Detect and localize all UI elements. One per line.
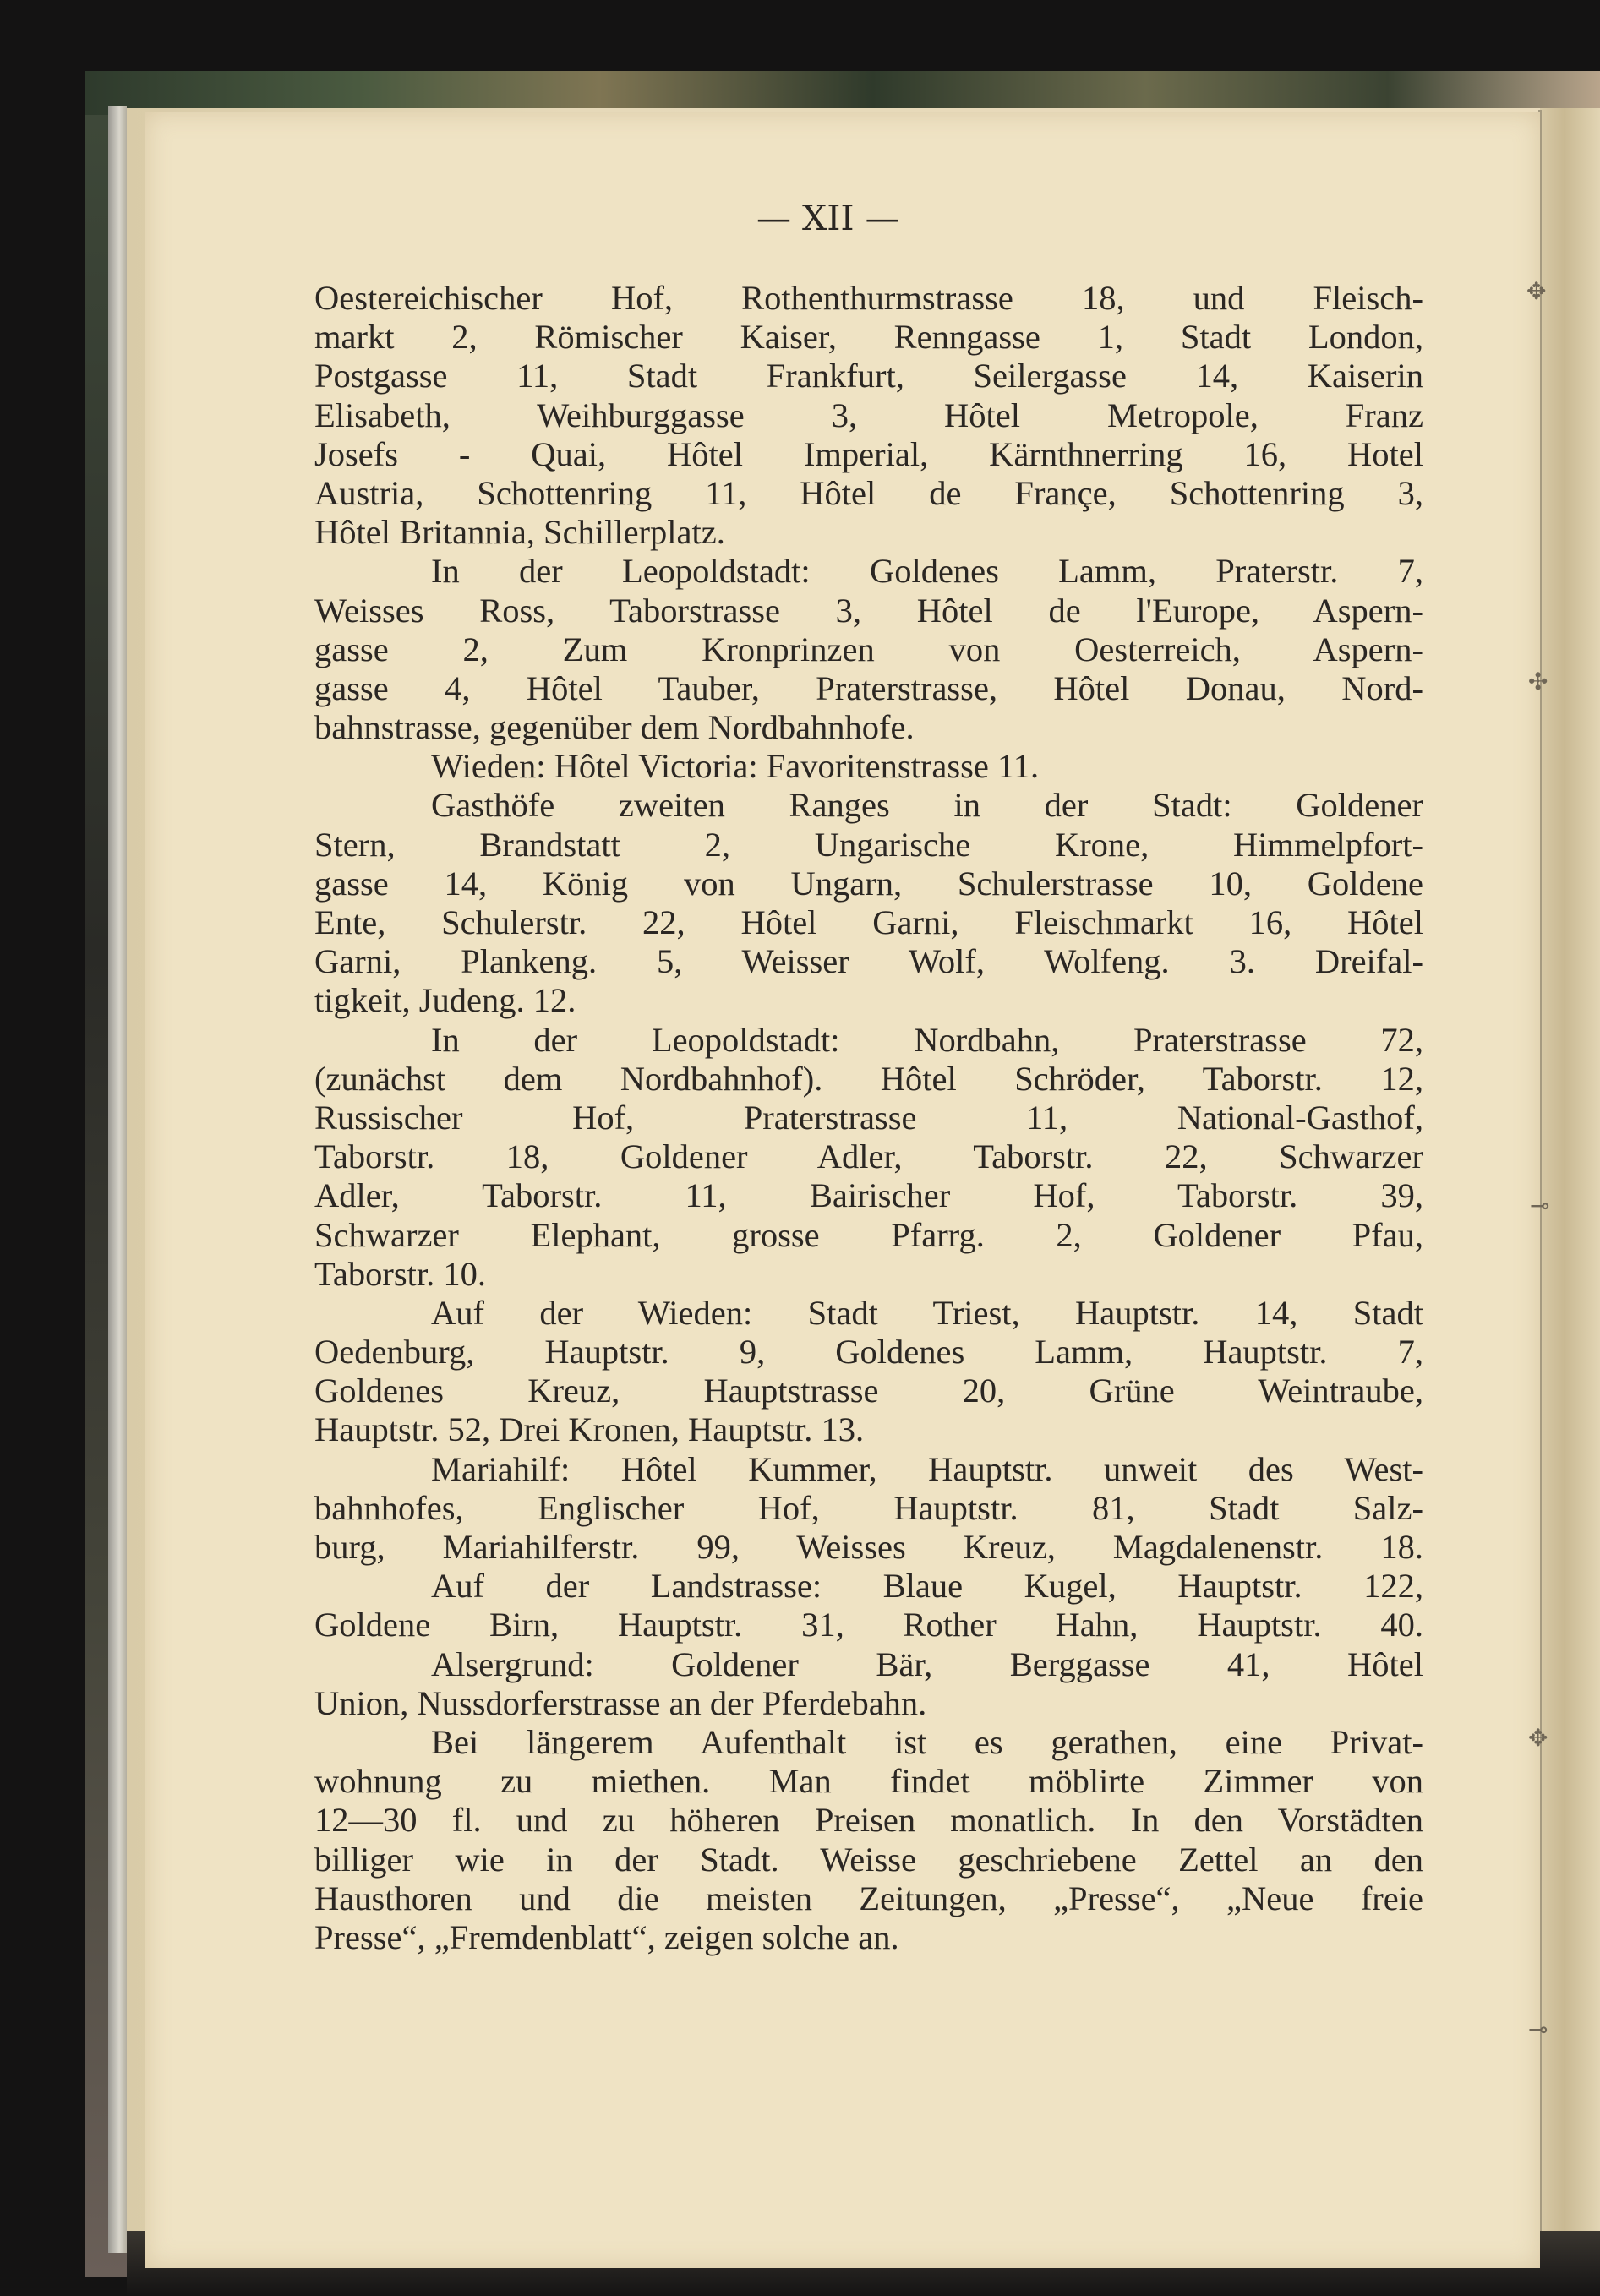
edge-mark-icon: ✥: [1528, 1724, 1548, 1752]
text-line: Stern, Brandstatt 2, Ungarische Krone, Himmelpfort-: [314, 825, 1423, 864]
edge-mark-icon: ⊸: [1530, 1192, 1550, 1219]
text-line: Russischer Hof, Praterstrasse 11, National-Gasthof,: [314, 1098, 1423, 1137]
page-number: — XII —: [756, 198, 900, 238]
text-line: billiger wie in der Stadt. Weisse geschriebene Zettel an den: [314, 1840, 1423, 1879]
edge-mark-icon: ⊸: [1528, 2015, 1548, 2043]
edge-mark-icon: ✥: [1526, 277, 1547, 305]
text-line: Postgasse 11, Stadt Frankfurt, Seilergasse 14, Kaiserin: [314, 357, 1423, 395]
text-line: (zunächst dem Nordbahnhof). Hôtel Schröder, Taborstr. 12,: [314, 1059, 1423, 1098]
text-line: Gasthöfe zweiten Ranges in der Stadt: Goldener: [431, 786, 1423, 825]
text-line: Austria, Schottenring 11, Hôtel de Françe, Schottenring 3,: [314, 473, 1423, 512]
text-line: Auf der Wieden: Stadt Triest, Hauptstr. 14, Stadt: [431, 1293, 1423, 1332]
text-line: Goldenes Kreuz, Hauptstrasse 20, Grüne Weintraube,: [314, 1372, 1423, 1410]
text-line: Oestereichischer Hof, Rothenthurmstrasse 18, und Fleisch-: [314, 279, 1423, 317]
text-line: gasse 14, König von Ungarn, Schulerstrasse 10, Goldene: [314, 864, 1423, 903]
text-line: Weisses Ross, Taborstrasse 3, Hôtel de l'Europe, Aspern-: [314, 591, 1423, 630]
text-line: Auf der Landstrasse: Blaue Kugel, Hauptstr. 122,: [431, 1567, 1423, 1606]
text-line: Garni, Plankeng. 5, Weisser Wolf, Wolfeng. 3. Dreifal-: [314, 942, 1423, 981]
text-line: burg, Mariahilferstr. 99, Weisses Kreuz, Magdalenenstr. 18.: [314, 1528, 1423, 1566]
text-line: markt 2, Römischer Kaiser, Renngasse 1, Stadt London,: [314, 318, 1423, 357]
text-line: Taborstr. 10.: [314, 1254, 487, 1293]
text-line: Hausthoren und die meisten Zeitungen, „Presse“, „Neue freie: [314, 1879, 1423, 1917]
text-line: Union, Nussdorferstrasse an der Pferdebahn.: [314, 1683, 927, 1722]
opposite-page-edge: [1540, 108, 1600, 2271]
text-line: tigkeit, Judeng. 12.: [314, 981, 576, 1020]
text-line: Josefs - Quai, Hôtel Imperial, Kärnthnerring 16, Hotel: [314, 434, 1423, 473]
text-line: Adler, Taborstr. 11, Bairischer Hof, Taborstr. 39,: [314, 1176, 1423, 1215]
text-line: Schwarzer Elephant, grosse Pfarrg. 2, Goldener Pfau,: [314, 1215, 1423, 1254]
text-line: Mariahilf: Hôtel Kummer, Hauptstr. unweit des West-: [431, 1449, 1423, 1488]
text-line: Ente, Schulerstr. 22, Hôtel Garni, Fleischmarkt 16, Hôtel: [314, 903, 1423, 941]
text-line: In der Leopoldstadt: Goldenes Lamm, Praterstr. 7,: [431, 552, 1423, 591]
text-line: In der Leopoldstadt: Nordbahn, Praterstrasse 72,: [431, 1020, 1423, 1059]
text-line: Wieden: Hôtel Victoria: Favoritenstrasse 11.: [431, 747, 1040, 786]
text-line: Hauptstr. 52, Drei Kronen, Hauptstr. 13.: [314, 1410, 865, 1449]
cover-edge: [108, 106, 127, 2253]
text-line: Taborstr. 18, Goldener Adler, Taborstr. 22, Schwarzer: [314, 1137, 1423, 1176]
edge-mark-icon: ✣: [1528, 668, 1548, 695]
text-line: bahnhofes, Englischer Hof, Hauptstr. 81, Stadt Salz-: [314, 1488, 1423, 1527]
text-line: Oedenburg, Hauptstr. 9, Goldenes Lamm, Hauptstr. 7,: [314, 1333, 1423, 1372]
text-line: Bei längerem Aufenthalt ist es gerathen, eine Privat-: [431, 1722, 1423, 1761]
text-line: 12—30 fl. und zu höheren Preisen monatlich. In den Vorstädten: [314, 1801, 1423, 1840]
text-line: Presse“, „Fremdenblatt“, zeigen solche an.: [314, 1917, 899, 1956]
text-line: Elisabeth, Weihburggasse 3, Hôtel Metropole, Franz: [314, 395, 1423, 434]
text-line: Hôtel Britannia, Schillerplatz.: [314, 513, 725, 552]
text-line: gasse 2, Zum Kronprinzen von Oesterreich, Aspern-: [314, 630, 1423, 668]
text-line: wohnung zu miethen. Man findet möblirte Zimmer von: [314, 1762, 1423, 1801]
text-line: Goldene Birn, Hauptstr. 31, Rother Hahn, Hauptstr. 40.: [314, 1606, 1423, 1644]
text-line: Alsergrund: Goldener Bär, Berggasse 41, Hôtel: [431, 1644, 1423, 1683]
text-line: bahnstrasse, gegenüber dem Nordbahnhofe.: [314, 708, 915, 747]
text-line: gasse 4, Hôtel Tauber, Praterstrasse, Hôtel Donau, Nord-: [314, 668, 1423, 707]
page-body-text: [314, 279, 1423, 1957]
